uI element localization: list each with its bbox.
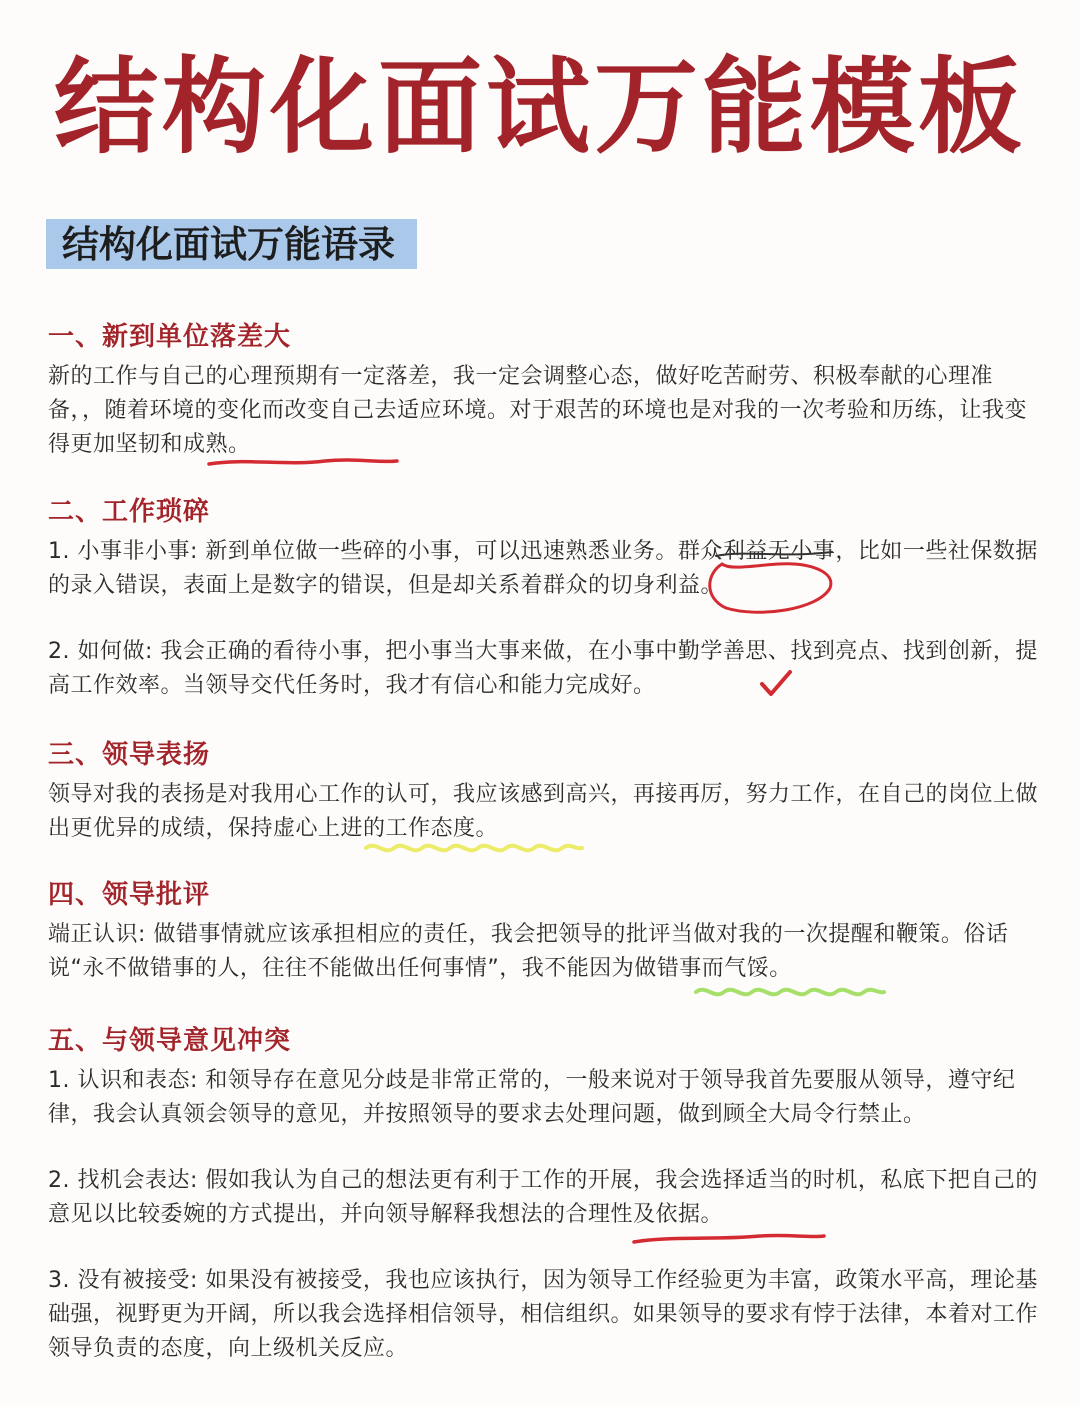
section-title: 一、新到单位落差大 (48, 322, 292, 352)
section-5 (48, 1024, 1038, 1366)
section-3 (48, 738, 1038, 846)
section-title: 四、领导批评 (48, 880, 211, 910)
section-2 (48, 495, 1038, 703)
section-4 (48, 878, 1038, 986)
section-title: 二、工作琐碎 (48, 497, 211, 527)
section-paragraph: 端正认识: 做错事情就应该承担相应的责任，我会把领导的批评当做对我的一次提醒和鞭策。俗话说“永不做错事的人，往往不能做出任何事情”，我不能因为做错事而气馁。 (48, 922, 1009, 981)
section-title: 三、领导表扬 (48, 740, 211, 770)
main-title: 结构化面试万能模板 (53, 46, 1026, 168)
section-1 (48, 320, 1038, 462)
section-paragraph: 1. 小事非小事: 新到单位做一些碎的小事，可以迅速熟悉业务。群众利益无小事，比如一些社保数据的录入错误，表面上是数字的错误，但是却关系着群众的切身利益。 (48, 539, 1038, 598)
section-paragraph: 2. 找机会表达: 假如我认为自己的想法更有利于工作的开展，我会选择适当的时机，私底下把自己的意见以比较委婉的方式提出，并向领导解释我想法的合理性及依据。 (48, 1168, 1038, 1227)
section-paragraph: 2. 如何做: 我会正确的看待小事，把小事当大事来做，在小事中勤学善思、找到亮点、找到创新，提高工作效率。当领导交代任务时，我才有信心和能力完成好。 (48, 639, 1038, 698)
section-title: 五、与领导意见冲突 (48, 1026, 292, 1056)
subtitle-banner: 结构化面试万能语录 (46, 219, 417, 269)
section-paragraph: 新的工作与自己的心理预期有一定落差，我一定会调整心态，做好吃苦耐劳、积极奉献的心理准备，，随着环境的变化而改变自己去适应环境。对于艰苦的环境也是对我的一次考验和历练，让我变得更加坚韧和成熟。 (48, 364, 1028, 457)
section-paragraph: 3. 没有被接受: 如果没有被接受，我也应该执行，因为领导工作经验更为丰富，政策水平高，理论基础强，视野更为开阔，所以我会选择相信领导，相信组织。如果领导的要求有悖于法律，本着对工作领导负责的态度，向上级机关反应。 (48, 1268, 1039, 1361)
section-paragraph: 领导对我的表扬是对我用心工作的认可，我应该感到高兴，再接再厉，努力工作，在自己的岗位上做出更优异的成绩，保持虚心上进的工作态度。 (48, 782, 1039, 841)
section-paragraph: 1. 认识和表态: 和领导存在意见分歧是非常正常的，一般来说对于领导我首先要服从领导，遵守纪律，我会认真领会领导的意见，并按照领导的要求去处理问题，做到顾全大局令行禁止。 (48, 1068, 1016, 1127)
